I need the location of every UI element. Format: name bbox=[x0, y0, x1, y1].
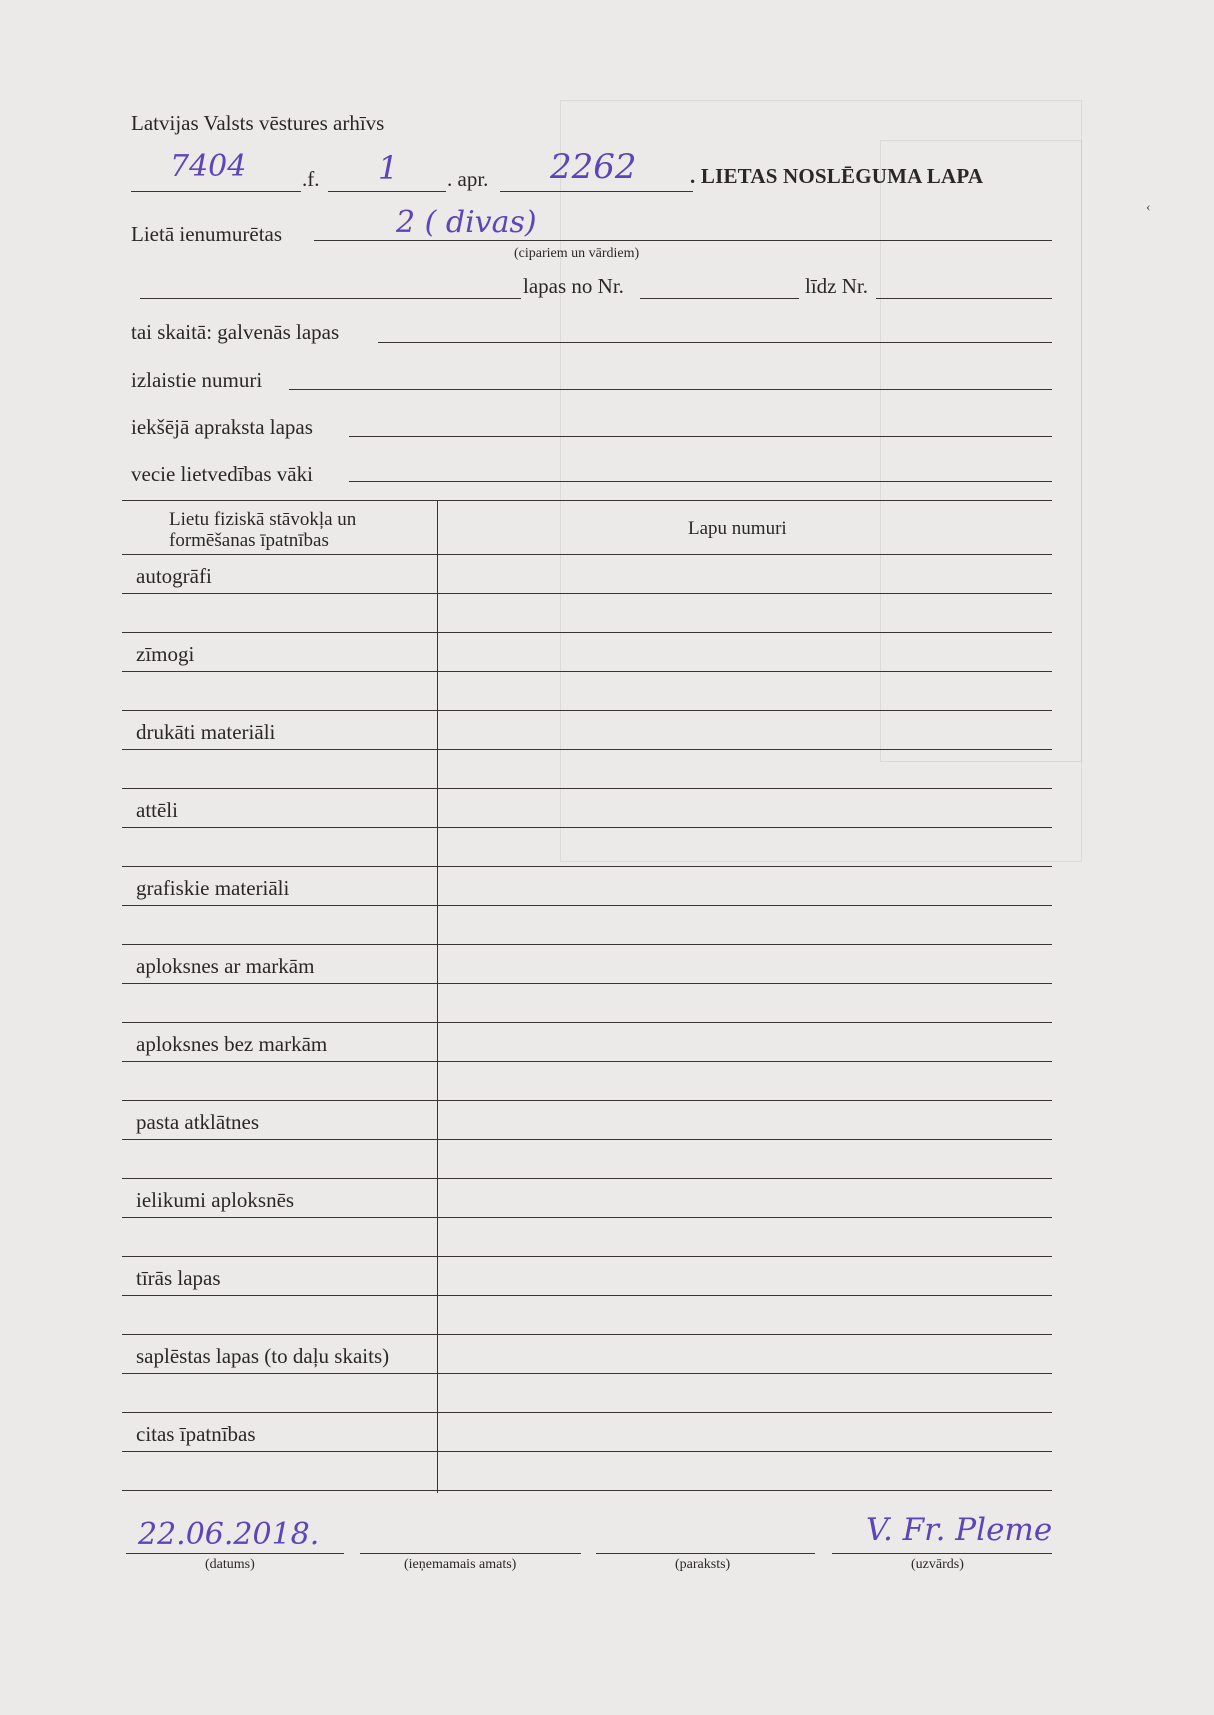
date-handwritten: 22.06.2018. bbox=[138, 1517, 320, 1552]
table-row-separator bbox=[122, 1022, 1052, 1023]
pages-to-label: līdz Nr. bbox=[805, 274, 868, 298]
table-row-label: grafiskie materiāli bbox=[136, 876, 290, 900]
omitted-numbers-underline bbox=[289, 389, 1052, 390]
table-row-midline bbox=[122, 1373, 1052, 1374]
table-row-midline bbox=[122, 827, 1052, 828]
table-row-midline bbox=[122, 1139, 1052, 1140]
table-row-midline bbox=[122, 1061, 1052, 1062]
old-covers-label: vecie lietvedības vāki bbox=[131, 462, 313, 486]
fond-suffix: .f. bbox=[302, 167, 320, 191]
table-row-midline bbox=[122, 1451, 1052, 1452]
old-covers-underline bbox=[349, 481, 1052, 482]
date-underline bbox=[126, 1553, 344, 1554]
numbered-label: Lietā ienumurētas bbox=[131, 222, 283, 246]
surname-handwritten: V. Fr. Pleme bbox=[866, 1512, 1053, 1548]
signature-underline bbox=[596, 1553, 815, 1554]
table-row-separator bbox=[122, 788, 1052, 789]
table-row-midline bbox=[122, 983, 1052, 984]
table-row-label: ielikumi aploksnēs bbox=[136, 1188, 295, 1212]
table-row-separator bbox=[122, 866, 1052, 867]
table-row-separator bbox=[122, 1412, 1052, 1413]
numbered-hint: (cipariem un vārdiem) bbox=[514, 246, 640, 261]
signature-label: (paraksts) bbox=[675, 1557, 731, 1572]
table-row-midline bbox=[122, 905, 1052, 906]
internal-desc-underline bbox=[349, 436, 1052, 437]
date-label: (datums) bbox=[205, 1557, 255, 1572]
table-row-separator bbox=[122, 1178, 1052, 1179]
col2-header: Lapu numuri bbox=[688, 518, 787, 539]
table-row-label: drukāti materiāli bbox=[136, 720, 276, 744]
table-row-midline bbox=[122, 1295, 1052, 1296]
table-row-label: zīmogi bbox=[136, 642, 195, 666]
table-row-separator bbox=[122, 1490, 1052, 1491]
col1-header-line1: Lietu fiziskā stāvokļa un bbox=[169, 509, 357, 530]
table-row-label: aploksnes ar markām bbox=[136, 954, 315, 978]
table-row-label: saplēstas lapas (to daļu skaits) bbox=[136, 1344, 390, 1368]
table-row-label: attēli bbox=[136, 798, 178, 822]
table-top-border bbox=[122, 500, 1052, 501]
table-row-midline bbox=[122, 749, 1052, 750]
numbered-underline bbox=[314, 240, 1052, 241]
table-row-label: citas īpatnības bbox=[136, 1422, 256, 1446]
table-row-label: tīrās lapas bbox=[136, 1266, 221, 1290]
table-row-midline bbox=[122, 671, 1052, 672]
numbered-handwritten: 2 ( divas) bbox=[396, 205, 537, 240]
table-row-separator bbox=[122, 1334, 1052, 1335]
pages-from-label: lapas no Nr. bbox=[523, 274, 624, 298]
table-column-divider bbox=[437, 500, 438, 1493]
count-underline bbox=[140, 298, 521, 299]
pages-to-underline bbox=[876, 298, 1052, 299]
case-underline bbox=[500, 191, 693, 192]
main-pages-underline bbox=[378, 342, 1052, 343]
surname-label: (uzvārds) bbox=[911, 1557, 964, 1572]
table-header-bottom bbox=[122, 554, 1052, 555]
archive-name: Latvijas Valsts vēstures arhīvs bbox=[131, 111, 385, 135]
table-row-separator bbox=[122, 944, 1052, 945]
table-row-separator bbox=[122, 1100, 1052, 1101]
table-row-label: pasta atklātnes bbox=[136, 1110, 260, 1134]
fond-underline bbox=[131, 191, 301, 192]
table-row-separator bbox=[122, 632, 1052, 633]
position-underline bbox=[360, 1553, 581, 1554]
document-title: . LIETAS NOSLĒGUMA LAPA bbox=[690, 164, 984, 188]
table-row-label: aploksnes bez markām bbox=[136, 1032, 328, 1056]
main-pages-label: tai skaitā: galvenās lapas bbox=[131, 320, 340, 344]
bleed-through-box bbox=[880, 140, 1082, 762]
internal-desc-label: iekšējā apraksta lapas bbox=[131, 415, 313, 439]
position-label: (ieņemamais amats) bbox=[404, 1557, 517, 1572]
col1-header-line2: formēšanas īpatnības bbox=[169, 530, 329, 551]
fond-handwritten: 7404 bbox=[170, 149, 247, 184]
table-row-separator bbox=[122, 710, 1052, 711]
inventory-underline bbox=[328, 191, 446, 192]
table-row-label: autogrāfi bbox=[136, 564, 212, 588]
table-row-midline bbox=[122, 593, 1052, 594]
table-row-midline bbox=[122, 1217, 1052, 1218]
margin-tick-mark: ‹ bbox=[1146, 200, 1151, 215]
pages-from-underline bbox=[640, 298, 799, 299]
surname-underline bbox=[832, 1553, 1052, 1554]
case-handwritten: 2262 bbox=[550, 147, 637, 187]
table-row-separator bbox=[122, 1256, 1052, 1257]
inventory-handwritten: 1 bbox=[378, 149, 399, 187]
omitted-numbers-label: izlaistie numuri bbox=[131, 368, 263, 392]
inventory-suffix: . apr. bbox=[447, 167, 489, 191]
